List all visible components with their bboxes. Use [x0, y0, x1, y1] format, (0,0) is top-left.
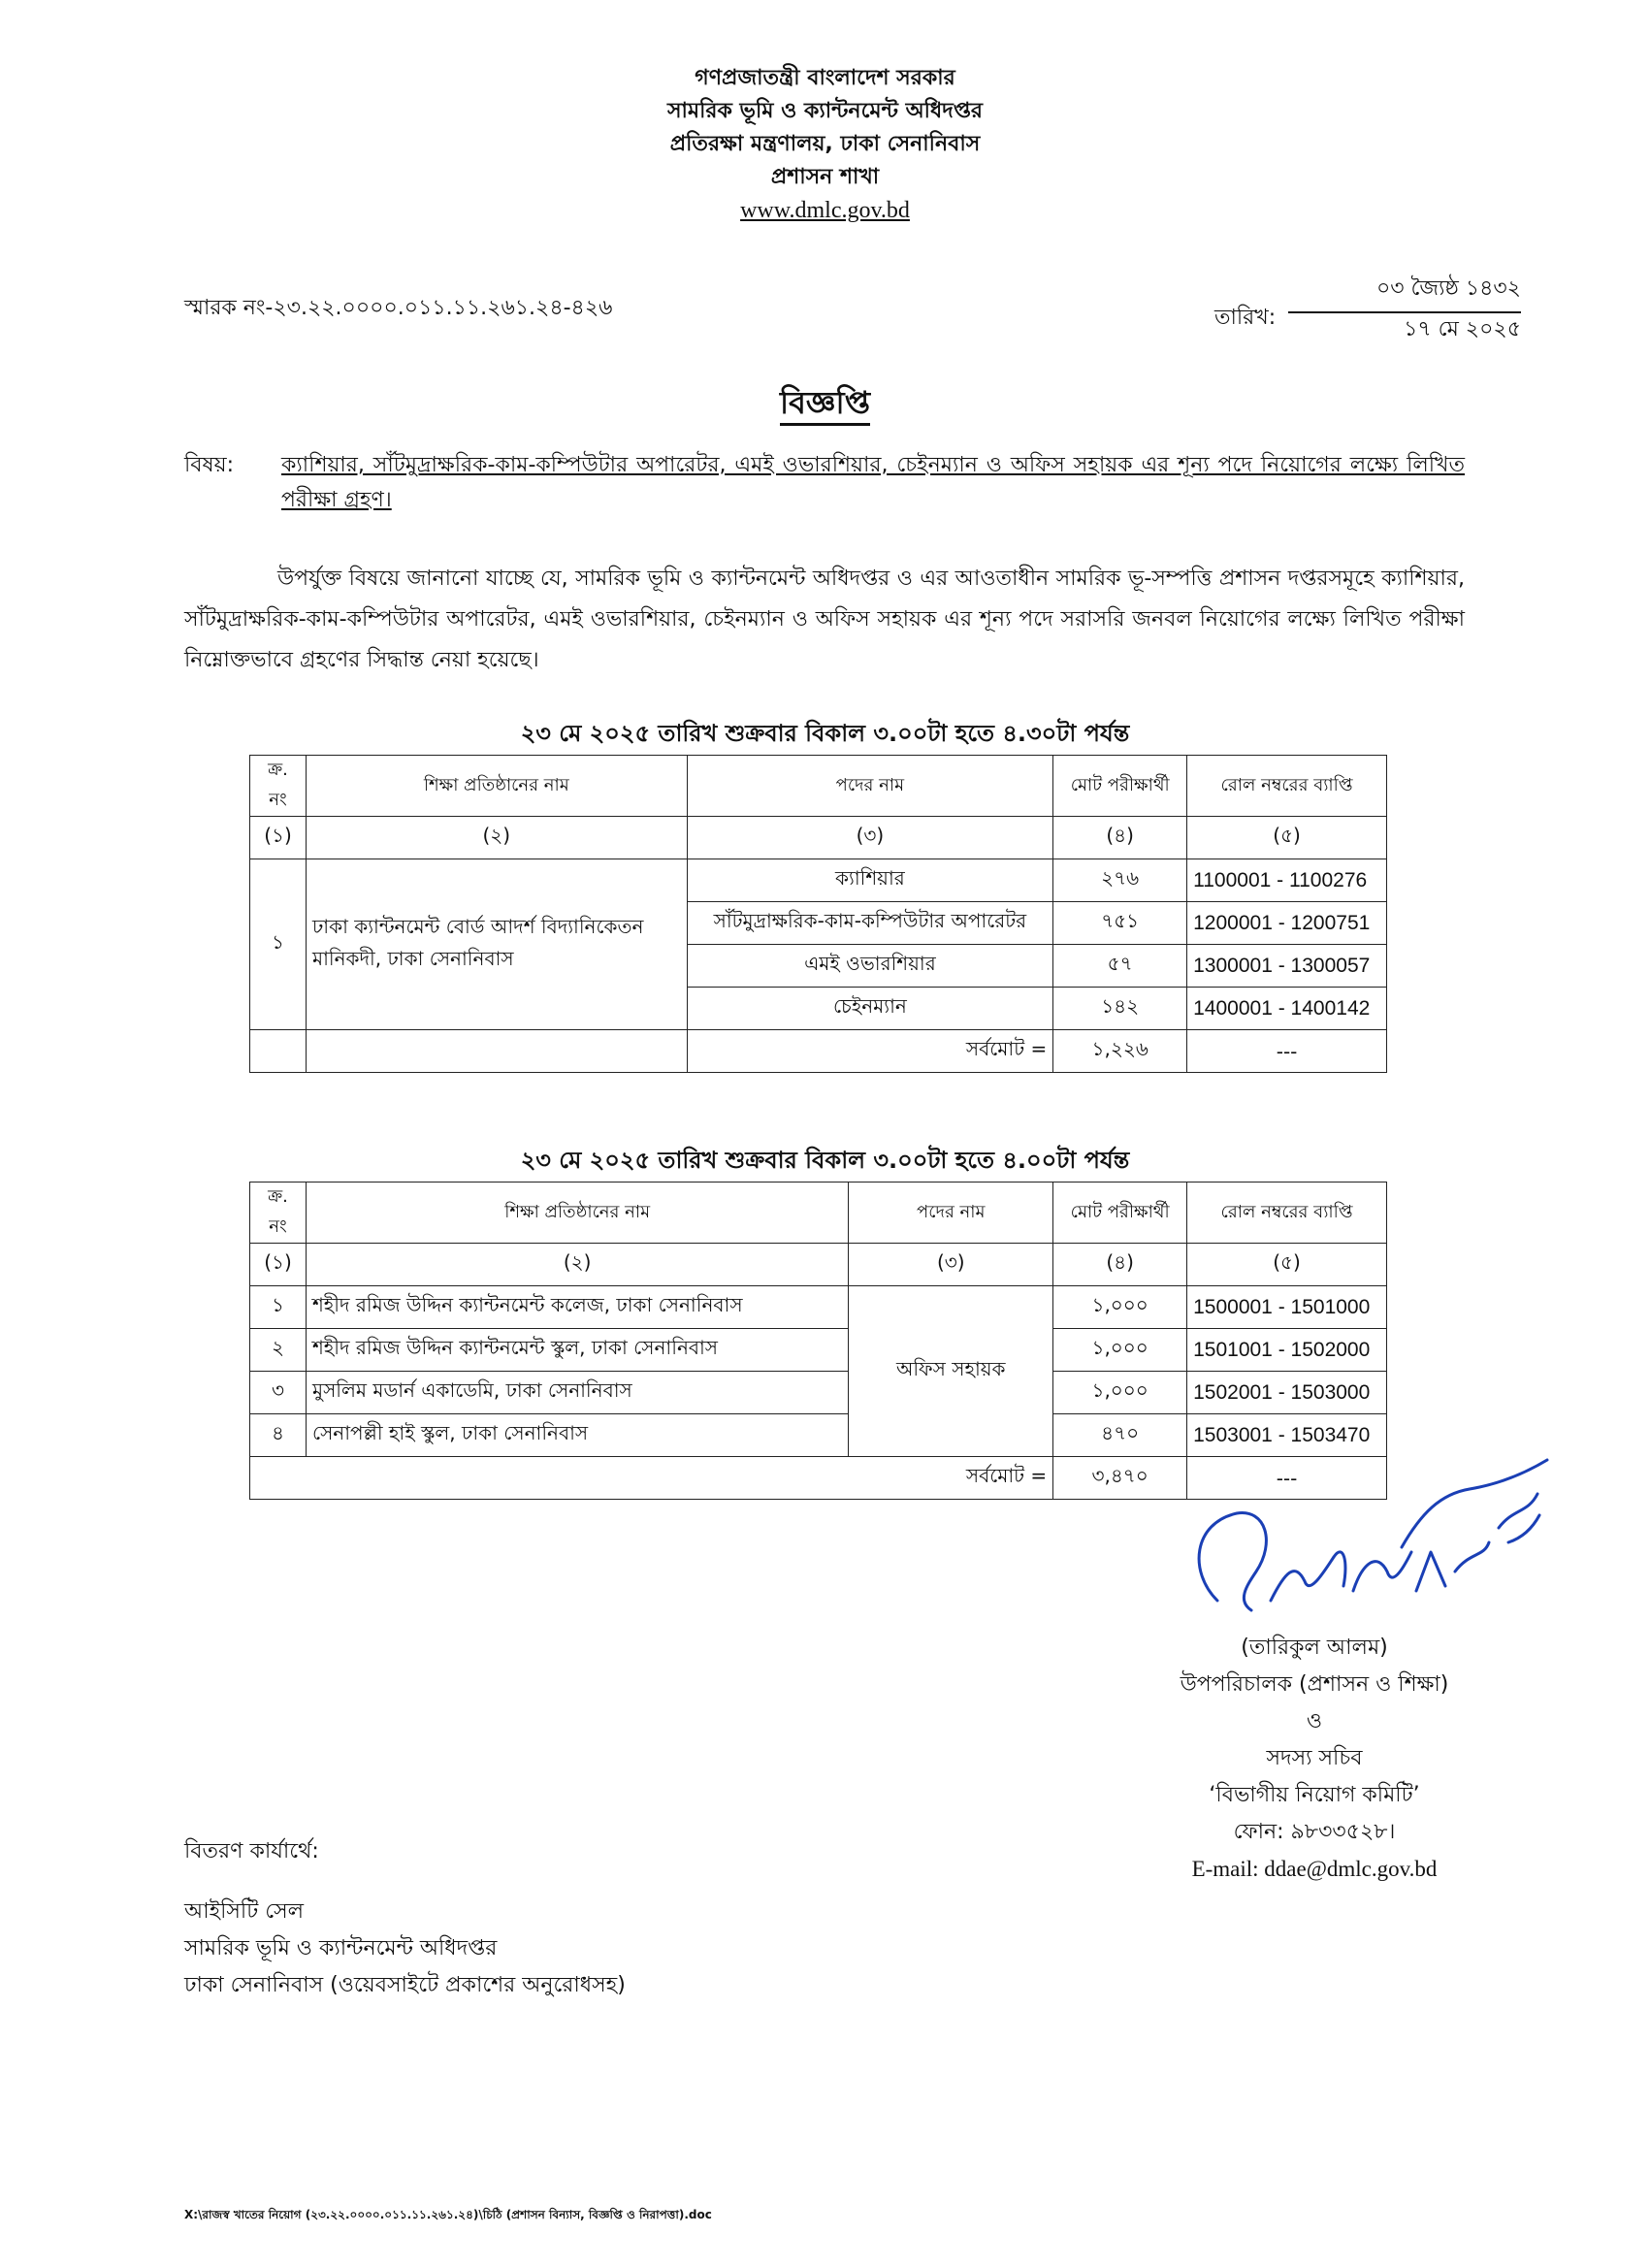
notice-title-text: বিজ্ঞপ্তি — [780, 384, 870, 426]
table2-colnum: (৩) — [849, 1244, 1053, 1286]
table1-total-label: সর্বমোট = — [687, 1030, 1053, 1073]
table2-institution: মুসলিম মডার্ন একাডেমি, ঢাকা সেনানিবাস — [306, 1372, 848, 1414]
subject-text: ক্যাশিয়ার, সাঁটমুদ্রাক্ষরিক-কাম-কম্পিউটার অপারেটর, এমই ওভারশিয়ার, চেইনম্যান ও অফিস সহায়ক এর শূন্য পদে নিয়োগের লক্ষ্যে লিখিত পরীক্ষা গ্রহণ। — [281, 453, 1465, 512]
table2-serial: ২ — [250, 1329, 307, 1372]
table1-header-serial: ক্র. নং — [250, 756, 307, 817]
table-row — [250, 1372, 1387, 1414]
table1-post: এমই ওভারশিয়ার — [687, 945, 1053, 988]
signer-name: (তারিকুল আলম) — [1241, 1636, 1388, 1660]
distribution-line: সামরিক ভূমি ও ক্যান্টনমেন্ট অধিদপ্তর — [184, 1936, 498, 1960]
date-label: তারিখ: — [1214, 306, 1277, 330]
signer-committee: ‘বিভাগীয় নিয়োগ কমিটি’ — [1209, 1783, 1420, 1807]
subject-label: বিষয়: — [184, 453, 235, 477]
table1-header-institution: শিক্ষা প্রতিষ্ঠানের নাম — [306, 756, 687, 817]
distribution-label: বিতরণ কার্যার্থে: — [184, 1839, 319, 1863]
table1-title: ২৩ মে ২০২৫ তারিখ শুক্রবার বিকাল ৩.০০টা হতে ৪.৩০টা পর্যন্ত — [520, 720, 1130, 747]
table2-institution: শহীদ রমিজ উদ্দিন ক্যান্টনমেন্ট কলেজ, ঢাকা সেনানিবাস — [306, 1286, 848, 1329]
signer-phone: ফোন: ৯৮৩৩৫২৮। — [1233, 1820, 1396, 1844]
table2-count: ১,০০০ — [1053, 1286, 1187, 1329]
date-english: ১৭ মে ২০২৫ — [1404, 317, 1521, 341]
table1-colnum: (৫) — [1187, 817, 1387, 859]
signer-email[interactable]: E-mail: ddae@dmlc.gov.bd — [1191, 1857, 1438, 1881]
table2-header-institution: শিক্ষা প্রতিষ্ঠানের নাম — [306, 1183, 848, 1244]
distribution-line: আইসিটি সেল — [184, 1899, 305, 1924]
table2-header-row — [250, 1183, 1387, 1244]
table1-header-roll: রোল নম্বরের ব্যাপ্তি — [1187, 756, 1387, 817]
date-bangla: ০৩ জ্যৈষ্ঠ ১৪৩২ — [1288, 272, 1521, 313]
table1-institution: ঢাকা ক্যান্টনমেন্ট বোর্ড আদর্শ বিদ্যানিকেতন মানিকদী, ঢাকা সেনানিবাস — [306, 859, 687, 1030]
table2-header-serial: ক্র. নং — [250, 1183, 307, 1244]
table1-roll: 1300001 - 1300057 — [1187, 945, 1387, 988]
table2-roll: 1503001 - 1503470 — [1187, 1414, 1387, 1457]
table2-colnum: (৪) — [1053, 1244, 1187, 1286]
table1-colnum: (১) — [250, 817, 307, 859]
table2-serial: ৩ — [250, 1372, 307, 1414]
signer-block — [1116, 1630, 1513, 1888]
memo-number: স্মারক নং-২৩.২২.০০০০.০১১.১১.২৬১.২৪-৪২৬ — [184, 296, 613, 320]
table2 — [249, 1182, 1387, 1500]
table2-colnum: (১) — [250, 1244, 307, 1286]
table2-header-post: পদের নাম — [849, 1183, 1053, 1244]
table2-total-roll: --- — [1187, 1457, 1387, 1500]
table2-colnum-row — [250, 1244, 1387, 1286]
table2-header-roll: রোল নম্বরের ব্যাপ্তি — [1187, 1183, 1387, 1244]
table2-institution: শহীদ রমিজ উদ্দিন ক্যান্টনমেন্ট স্কুল, ঢাকা সেনানিবাস — [306, 1329, 848, 1372]
table2-serial: ১ — [250, 1286, 307, 1329]
website-link[interactable]: www.dmlc.gov.bd — [740, 198, 910, 223]
table1-count: ২৭৬ — [1053, 859, 1187, 902]
govt-name: গণপ্রজাতন্ত্রী বাংলাদেশ সরকার — [695, 66, 955, 90]
signer-designation: উপপরিচালক (প্রশাসন ও শিক্ষা) — [1180, 1672, 1449, 1697]
table2-total: ৩,৪৭০ — [1053, 1457, 1187, 1500]
table1-post: চেইনম্যান — [687, 988, 1053, 1030]
table1-total-roll: --- — [1187, 1030, 1387, 1073]
table2-colnum: (৫) — [1187, 1244, 1387, 1286]
table1-header-post: পদের নাম — [687, 756, 1053, 817]
table1-post: ক্যাশিয়ার — [687, 859, 1053, 902]
table1-serial: ১ — [250, 859, 307, 1030]
signature-image — [1179, 1455, 1567, 1630]
table2-post: অফিস সহায়ক — [849, 1286, 1053, 1457]
table2-count: ৪৭০ — [1053, 1414, 1187, 1457]
table2-count: ১,০০০ — [1053, 1329, 1187, 1372]
letterhead — [0, 62, 1650, 227]
table1-post: সাঁটমুদ্রাক্ষরিক-কাম-কম্পিউটার অপারেটর — [687, 902, 1053, 945]
table2-title: ২৩ মে ২০২৫ তারিখ শুক্রবার বিকাল ৩.০০টা হতে ৪.০০টা পর্যন্ত — [520, 1147, 1130, 1174]
distribution-line: ঢাকা সেনানিবাস (ওয়েবসাইটে প্রকাশের অনুরোধসহ) — [184, 1973, 626, 1997]
table2-total-label: সর্বমোট = — [250, 1457, 1053, 1500]
table-row — [250, 1286, 1387, 1329]
table1-header-count: মোট পরীক্ষার্থী — [1053, 756, 1187, 817]
table1-roll: 1400001 - 1400142 — [1187, 988, 1387, 1030]
distribution-block — [184, 1833, 626, 2004]
table1-roll: 1200001 - 1200751 — [1187, 902, 1387, 945]
table1-colnum: (২) — [306, 817, 687, 859]
spacer — [184, 1870, 626, 1894]
body-paragraph: উপর্যুক্ত বিষয়ে জানানো যাচ্ছে যে, সামরিক ভূমি ও ক্যান্টনমেন্ট অধিদপ্তর ও এর আওতাধীন সামরিক ভূ-সম্পত্তি প্রশাসন দপ্তরসমূহে ক্যাশিয়ার, সাঁটমুদ্রাক্ষরিক-কাম-কম্পিউটার অপারেটর, এমই ওভারশিয়ার, চেইনম্যান ও অফিস সহায়ক এর শূন্য পদে সরাসরি জনবল নিয়োগের লক্ষ্যে লিখিত পরীক্ষা নিম্নোক্তভাবে গ্রহণের সিদ্ধান্ত নেয়া হয়েছে। — [184, 567, 1465, 672]
table1-count: ৫৭ — [1053, 945, 1187, 988]
table2-serial: ৪ — [250, 1414, 307, 1457]
table-row — [250, 1329, 1387, 1372]
table1-total-row — [250, 1030, 1387, 1073]
table2-roll: 1501001 - 1502000 — [1187, 1329, 1387, 1372]
branch-name: প্রশাসন শাখা — [770, 165, 880, 189]
ministry-name: প্রতিরক্ষা মন্ত্রণালয়, ঢাকা সেনানিবাস — [669, 132, 981, 156]
table1-count: ৭৫১ — [1053, 902, 1187, 945]
table2-roll: 1502001 - 1503000 — [1187, 1372, 1387, 1414]
signer-conjunction: ও — [1306, 1709, 1323, 1733]
table-row — [250, 1414, 1387, 1457]
empty-cell — [250, 1030, 307, 1073]
table1-count: ১৪২ — [1053, 988, 1187, 1030]
table2-roll: 1500001 - 1501000 — [1187, 1286, 1387, 1329]
department-name: সামরিক ভূমি ও ক্যান্টনমেন্ট অধিদপ্তর — [666, 99, 984, 123]
table1-colnum: (৪) — [1053, 817, 1187, 859]
signer-role: সদস্য সচিব — [1266, 1746, 1363, 1770]
table1-roll: 1100001 - 1100276 — [1187, 859, 1387, 902]
file-path-footer: X:\রাজস্ব খাতের নিয়োগ (২৩.২২.০০০০.০১১.১১.২৬১.২৪)\চিঠি (প্রশাসন বিন্যাস, বিজ্ঞপ্তি ও নিরাপত্তা).doc — [184, 2208, 712, 2221]
table1-colnum-row — [250, 817, 1387, 859]
table1-colnum: (৩) — [687, 817, 1053, 859]
table1 — [249, 755, 1387, 1073]
table2-count: ১,০০০ — [1053, 1372, 1187, 1414]
table1-header-row — [250, 756, 1387, 817]
table2-header-count: মোট পরীক্ষার্থী — [1053, 1183, 1187, 1244]
table1-total: ১,২২৬ — [1053, 1030, 1187, 1073]
table2-colnum: (২) — [306, 1244, 848, 1286]
table2-institution: সেনাপল্লী হাই স্কুল, ঢাকা সেনানিবাস — [306, 1414, 848, 1457]
notice-title — [0, 378, 1650, 431]
empty-cell — [306, 1030, 687, 1073]
table-row — [250, 859, 1387, 902]
